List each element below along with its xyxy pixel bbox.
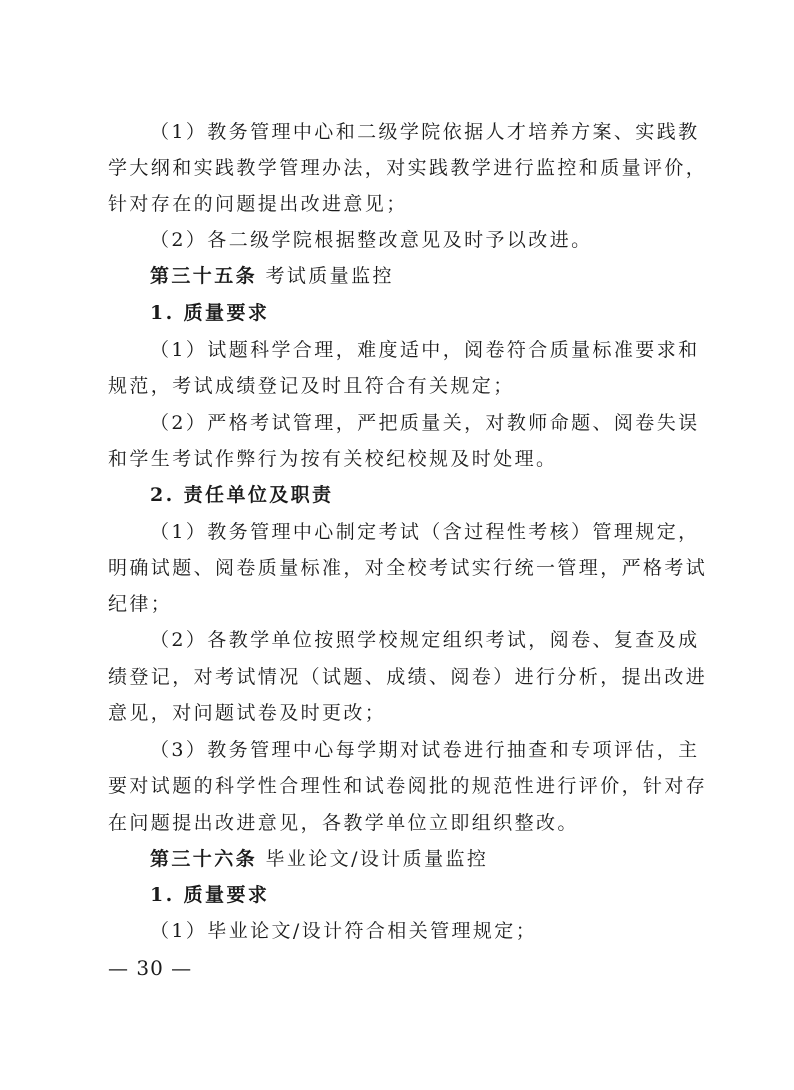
paragraph-line: （1）教务管理中心和二级学院依据人才培养方案、实践教 <box>150 121 700 143</box>
paragraph-line: 和学生考试作弊行为按有关校纪校规及时处理。 <box>108 448 558 470</box>
paragraph-line: 纪律； <box>108 593 173 615</box>
page-number: — 30 — <box>108 956 193 980</box>
paragraph-line: 明确试题、阅卷质量标准，对全校考试实行统一管理，严格考试 <box>108 557 708 579</box>
article-number: 第三十五条 <box>150 265 258 287</box>
paragraph-line: 学大纲和实践教学管理办法，对实践教学进行监控和质量评价， <box>108 157 708 179</box>
article-heading <box>150 841 488 877</box>
paragraph-line: （2）各教学单位按照学校规定组织考试，阅卷、复查及成 <box>150 629 700 651</box>
paragraph-line: （1）试题科学合理，难度适中，阅卷符合质量标准要求和 <box>150 339 700 361</box>
paragraph-line: 意见，对问题试卷及时更改； <box>108 702 387 724</box>
article-number: 第三十六条 <box>150 848 258 870</box>
paragraph-line: （1）教务管理中心制定考试（含过程性考核）管理规定， <box>150 521 700 543</box>
paragraph-line: （2）严格考试管理，严把质量关，对教师命题、阅卷失误 <box>150 412 700 434</box>
paragraph-line: 要对试题的科学性合理性和试卷阅批的规范性进行评价，针对存 <box>108 775 708 797</box>
paragraph-line: 规范，考试成绩登记及时且符合有关规定； <box>108 375 515 397</box>
article-heading <box>150 258 394 294</box>
article-title: 毕业论文/设计质量监控 <box>265 848 489 870</box>
paragraph-line: （3）教务管理中心每学期对试卷进行抽查和专项评估，主 <box>150 739 700 761</box>
section-heading: 1. 质量要求 <box>150 884 270 906</box>
article-title: 考试质量监控 <box>265 265 394 287</box>
paragraph-line: （1）毕业论文/设计符合相关管理规定； <box>150 920 538 942</box>
paragraph-line: 在问题提出改进意见，各教学单位立即组织整改。 <box>108 812 579 834</box>
paragraph-line: 绩登记，对考试情况（试题、成绩、阅卷）进行分析，提出改进 <box>108 666 708 688</box>
paragraph-line: （2）各二级学院根据整改意见及时予以改进。 <box>150 229 593 251</box>
section-heading: 1. 质量要求 <box>150 302 270 324</box>
paragraph-line: 针对存在的问题提出改进意见； <box>108 193 408 215</box>
section-heading: 2. 责任单位及职责 <box>150 484 334 506</box>
